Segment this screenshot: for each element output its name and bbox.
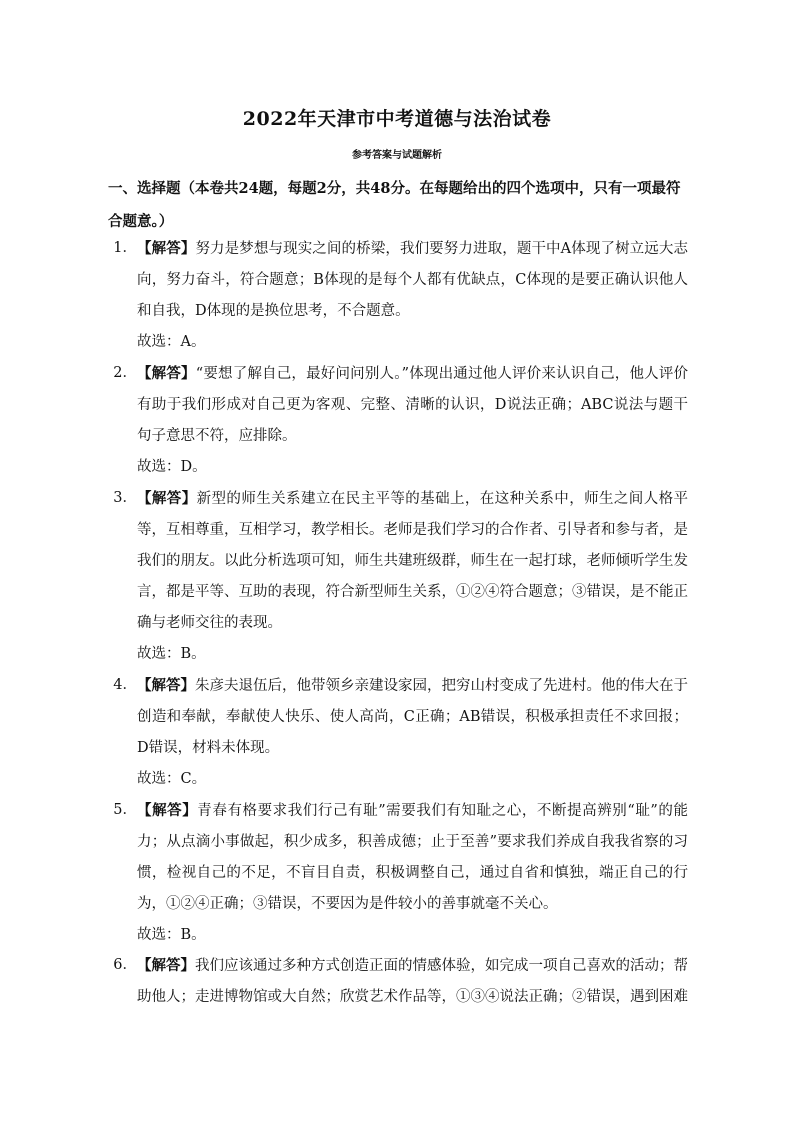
question-number: 5．	[113, 802, 137, 818]
question-number: 2．	[113, 365, 137, 381]
question-number: 6．	[113, 957, 137, 973]
question-answer: 故选：B。	[137, 927, 206, 943]
answer-tag: 【解答】	[137, 802, 198, 819]
answer-tag: 【解答】	[137, 240, 196, 257]
question-explanation: 青春有格要求我们行己有耻”需要我们有知耻之心，不断提高辨别“耻”的能力；从点滴小事做起，积少成多，积善成德；止于至善”要求我们养成自我我省察的习惯，检视自己的不足，不盲目自责，积极调整自己，通过自省和慎独，端正自己的行为，①②④正确；③错误，不要因为是件较小的善事就毫不关心。	[137, 803, 688, 912]
question-4	[108, 670, 688, 795]
question-answer: 故选：D。	[137, 459, 207, 475]
question-explanation: “要想了解自己，最好问问别人。”体现出通过他人评价来认识自己，他人评价有助于我们形成对自己更为客观、完整、清晰的认识，D说法正确；ABC说法与题干句子意思不符，应排除。	[137, 366, 689, 444]
section-heading: 一、选择题（本卷共24题，每题2分，共48分。在每题给出的四个选项中，只有一项最符合题意。）	[108, 180, 681, 230]
answer-tag: 【解答】	[137, 957, 195, 974]
page-title: 2022年天津市中考道德与法治试卷	[242, 108, 552, 130]
question-2	[108, 358, 688, 483]
question-1	[108, 233, 688, 358]
question-number: 1．	[113, 240, 137, 256]
answer-tag: 【解答】	[137, 365, 196, 382]
question-explanation: 朱彦夫退伍后，他带领乡亲建设家园，把穷山村变成了先进村。他的伟大在于创造和奉献，奉献使人快乐、使人高尚，C正确；AB错误，积极承担责任不求回报；D错误，材料未体现。	[137, 678, 688, 756]
page-subtitle: 参考答案与试题解析	[352, 150, 442, 161]
question-5	[108, 795, 688, 951]
question-answer: 故选：A。	[137, 334, 206, 350]
question-number: 4．	[113, 677, 137, 693]
question-explanation: 努力是梦想与现实之间的桥梁，我们要努力进取，题干中A体现了树立远大志向，努力奋斗，符合题意；B体现的是每个人都有优缺点，C体现的是要正确认识他人和自我，D体现的是换位思考，不合题意。	[137, 241, 689, 319]
question-number: 3．	[113, 490, 137, 506]
question-explanation: 我们应该通过多种方式创造正面的情感体验，如完成一项自己喜欢的活动；帮助他人；走进博物馆或大自然；欣赏艺术作品等，①③④说法正确；②错误，遇到困难	[137, 958, 688, 1005]
question-answer: 故选：B。	[137, 646, 206, 662]
question-explanation: 新型的师生关系建立在民主平等的基础上，在这种关系中，师生之间人格平等，互相尊重，互相学习，教学相长。老师是我们学习的合作者、引导者和参与者，是我们的朋友。以此分析选项可知，师生共建班级群，师生在一起打球，老师倾听学生发言，都是平等、互助的表现，符合新型师生关系，①②④符合题意；③错误，是不能正确与老师交往的表现。	[137, 491, 689, 631]
answer-tag: 【解答】	[137, 490, 197, 507]
question-6	[108, 950, 688, 1013]
question-3	[108, 483, 688, 670]
question-answer: 故选：C。	[137, 771, 207, 787]
answer-tag: 【解答】	[137, 677, 195, 694]
